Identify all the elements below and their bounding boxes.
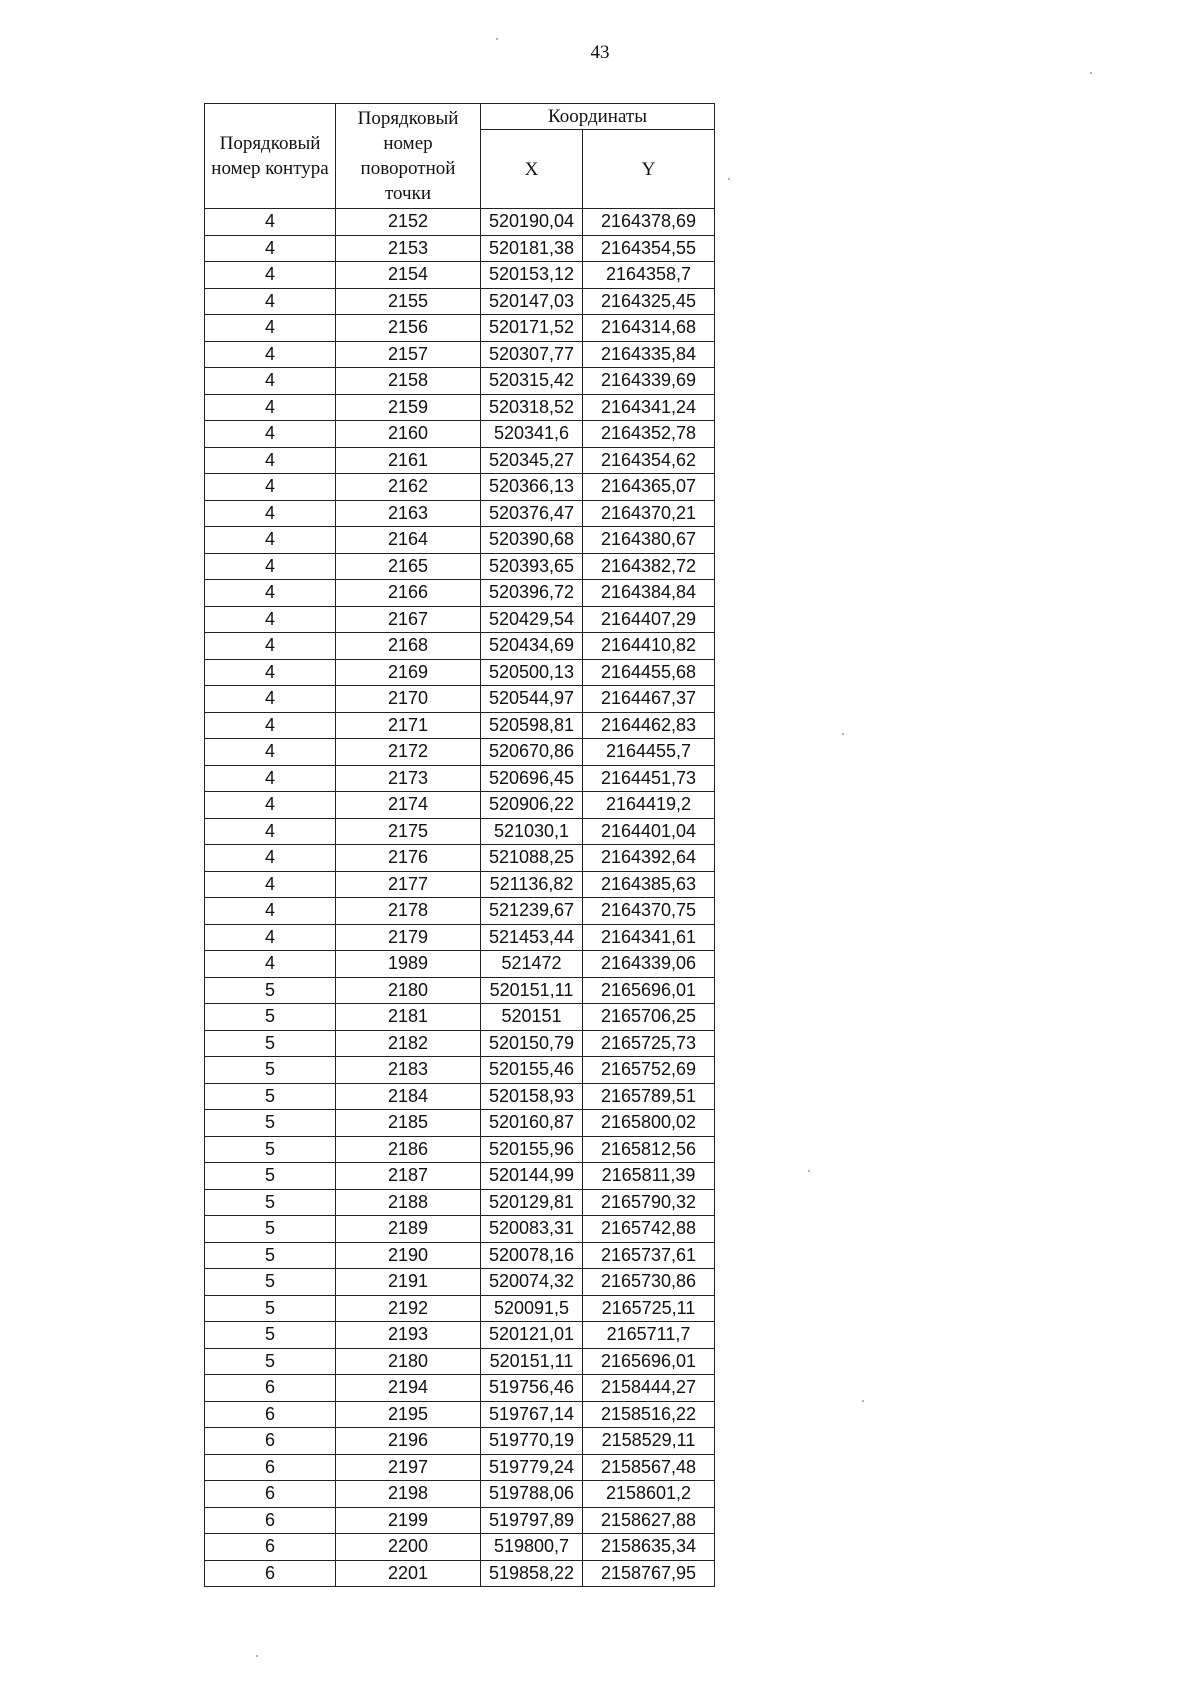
contour-number-cell: 5	[205, 1136, 336, 1163]
coord-y-cell: 2165725,11	[583, 1295, 715, 1322]
coord-y-cell: 2158444,27	[583, 1375, 715, 1402]
contour-number-cell: 5	[205, 1216, 336, 1243]
table-row	[205, 977, 715, 1004]
table-row	[205, 1322, 715, 1349]
scan-speck	[1090, 72, 1092, 74]
coord-x-cell: 520091,5	[481, 1295, 583, 1322]
coord-y-cell: 2158601,2	[583, 1481, 715, 1508]
coord-x-cell: 520151	[481, 1004, 583, 1031]
contour-number-cell: 4	[205, 924, 336, 951]
table-row	[205, 527, 715, 554]
coord-x-cell: 520153,12	[481, 262, 583, 289]
coord-x-cell: 520906,22	[481, 792, 583, 819]
coord-x-cell: 520151,11	[481, 1348, 583, 1375]
scan-speck	[808, 1170, 810, 1172]
table-row	[205, 368, 715, 395]
table-row	[205, 209, 715, 236]
header-x: X	[481, 130, 583, 209]
contour-number-cell: 6	[205, 1375, 336, 1402]
coord-y-cell: 2165800,02	[583, 1110, 715, 1137]
coord-x-cell: 520155,96	[481, 1136, 583, 1163]
point-number-cell: 2156	[336, 315, 481, 342]
point-number-cell: 2175	[336, 818, 481, 845]
table-row	[205, 818, 715, 845]
point-number-cell: 2180	[336, 1348, 481, 1375]
coord-y-cell: 2164410,82	[583, 633, 715, 660]
coord-x-cell: 519767,14	[481, 1401, 583, 1428]
point-number-cell: 2190	[336, 1242, 481, 1269]
coord-y-cell: 2164339,69	[583, 368, 715, 395]
table-row	[205, 341, 715, 368]
point-number-cell: 2154	[336, 262, 481, 289]
point-number-cell: 2152	[336, 209, 481, 236]
table-row	[205, 1216, 715, 1243]
contour-number-cell: 4	[205, 553, 336, 580]
point-number-cell: 2155	[336, 288, 481, 315]
contour-number-cell: 5	[205, 1322, 336, 1349]
coord-x-cell: 520129,81	[481, 1189, 583, 1216]
coord-x-cell: 520181,38	[481, 235, 583, 262]
contour-number-cell: 4	[205, 209, 336, 236]
coord-y-cell: 2164392,64	[583, 845, 715, 872]
coord-x-cell: 519779,24	[481, 1454, 583, 1481]
table-row	[205, 580, 715, 607]
coord-y-cell: 2158529,11	[583, 1428, 715, 1455]
table-row	[205, 1481, 715, 1508]
point-number-cell: 2184	[336, 1083, 481, 1110]
coord-y-cell: 2164335,84	[583, 341, 715, 368]
table-row	[205, 1348, 715, 1375]
coord-x-cell: 520171,52	[481, 315, 583, 342]
contour-number-cell: 4	[205, 447, 336, 474]
table-row	[205, 606, 715, 633]
point-number-cell: 2179	[336, 924, 481, 951]
coord-x-cell: 520376,47	[481, 500, 583, 527]
contour-number-cell: 6	[205, 1534, 336, 1561]
coord-y-cell: 2164354,62	[583, 447, 715, 474]
coord-y-cell: 2164358,7	[583, 262, 715, 289]
point-number-cell: 2161	[336, 447, 481, 474]
table-row	[205, 447, 715, 474]
contour-number-cell: 6	[205, 1481, 336, 1508]
table-row	[205, 1242, 715, 1269]
coord-x-cell: 519797,89	[481, 1507, 583, 1534]
point-number-cell: 2153	[336, 235, 481, 262]
table-row	[205, 1534, 715, 1561]
point-number-cell: 2160	[336, 421, 481, 448]
point-number-cell: 2197	[336, 1454, 481, 1481]
table-row	[205, 1136, 715, 1163]
scan-speck	[496, 38, 498, 40]
header-y: Y	[583, 130, 715, 209]
coord-y-cell: 2164382,72	[583, 553, 715, 580]
table-row	[205, 1428, 715, 1455]
point-number-cell: 2157	[336, 341, 481, 368]
point-number-cell: 2164	[336, 527, 481, 554]
table-row	[205, 1560, 715, 1587]
coord-y-cell: 2164467,37	[583, 686, 715, 713]
coord-x-cell: 519756,46	[481, 1375, 583, 1402]
coord-x-cell: 520144,99	[481, 1163, 583, 1190]
header-point-number: Порядковый номер поворотной точки	[336, 104, 481, 209]
contour-number-cell: 5	[205, 1083, 336, 1110]
point-number-cell: 2182	[336, 1030, 481, 1057]
contour-number-cell: 4	[205, 659, 336, 686]
table-row	[205, 739, 715, 766]
contour-number-cell: 5	[205, 1163, 336, 1190]
coord-x-cell: 521239,67	[481, 898, 583, 925]
coord-x-cell: 520155,46	[481, 1057, 583, 1084]
coord-x-cell: 520074,32	[481, 1269, 583, 1296]
point-number-cell: 2194	[336, 1375, 481, 1402]
table-row	[205, 1507, 715, 1534]
coord-y-cell: 2165812,56	[583, 1136, 715, 1163]
coord-x-cell: 520390,68	[481, 527, 583, 554]
point-number-cell: 2172	[336, 739, 481, 766]
contour-number-cell: 5	[205, 1348, 336, 1375]
table-row	[205, 1110, 715, 1137]
coord-x-cell: 520429,54	[481, 606, 583, 633]
point-number-cell: 2188	[336, 1189, 481, 1216]
contour-number-cell: 6	[205, 1454, 336, 1481]
contour-number-cell: 4	[205, 871, 336, 898]
header-coordinates: Координаты	[481, 104, 715, 130]
coord-y-cell: 2164378,69	[583, 209, 715, 236]
coord-x-cell: 520160,87	[481, 1110, 583, 1137]
table-row	[205, 553, 715, 580]
coord-x-cell: 520190,04	[481, 209, 583, 236]
table-row	[205, 924, 715, 951]
contour-number-cell: 4	[205, 686, 336, 713]
point-number-cell: 2191	[336, 1269, 481, 1296]
contour-number-cell: 5	[205, 1030, 336, 1057]
coord-y-cell: 2164365,07	[583, 474, 715, 501]
point-number-cell: 2168	[336, 633, 481, 660]
coord-y-cell: 2165696,01	[583, 1348, 715, 1375]
scan-speck	[862, 1400, 864, 1402]
scan-speck	[256, 1655, 258, 1657]
contour-number-cell: 4	[205, 818, 336, 845]
table-row	[205, 898, 715, 925]
coord-x-cell: 520121,01	[481, 1322, 583, 1349]
point-number-cell: 2166	[336, 580, 481, 607]
coord-x-cell: 519858,22	[481, 1560, 583, 1587]
contour-number-cell: 5	[205, 1242, 336, 1269]
contour-number-cell: 5	[205, 1269, 336, 1296]
contour-number-cell: 4	[205, 951, 336, 978]
coord-y-cell: 2165789,51	[583, 1083, 715, 1110]
contour-number-cell: 4	[205, 315, 336, 342]
point-number-cell: 2200	[336, 1534, 481, 1561]
coord-x-cell: 520544,97	[481, 686, 583, 713]
coord-y-cell: 2164455,68	[583, 659, 715, 686]
point-number-cell: 2176	[336, 845, 481, 872]
table-row	[205, 765, 715, 792]
coord-x-cell: 520598,81	[481, 712, 583, 739]
contour-number-cell: 4	[205, 368, 336, 395]
point-number-cell: 2177	[336, 871, 481, 898]
point-number-cell: 2171	[336, 712, 481, 739]
point-number-cell: 2163	[336, 500, 481, 527]
point-number-cell: 2193	[336, 1322, 481, 1349]
coord-x-cell: 520500,13	[481, 659, 583, 686]
coord-x-cell: 520078,16	[481, 1242, 583, 1269]
point-number-cell: 2162	[336, 474, 481, 501]
table-row	[205, 871, 715, 898]
contour-number-cell: 4	[205, 739, 336, 766]
point-number-cell: 2187	[336, 1163, 481, 1190]
contour-number-cell: 4	[205, 792, 336, 819]
coord-y-cell: 2164384,84	[583, 580, 715, 607]
coord-y-cell: 2158627,88	[583, 1507, 715, 1534]
coord-y-cell: 2164325,45	[583, 288, 715, 315]
table-row	[205, 686, 715, 713]
coord-x-cell: 520318,52	[481, 394, 583, 421]
table-body	[205, 209, 715, 1587]
coord-y-cell: 2164451,73	[583, 765, 715, 792]
coord-y-cell: 2158635,34	[583, 1534, 715, 1561]
table-row	[205, 1189, 715, 1216]
table-row	[205, 712, 715, 739]
coord-x-cell: 521088,25	[481, 845, 583, 872]
coord-x-cell: 520366,13	[481, 474, 583, 501]
point-number-cell: 2180	[336, 977, 481, 1004]
coord-y-cell: 2165696,01	[583, 977, 715, 1004]
coord-y-cell: 2165725,73	[583, 1030, 715, 1057]
table-row	[205, 262, 715, 289]
coord-y-cell: 2164370,75	[583, 898, 715, 925]
coord-y-cell: 2165790,32	[583, 1189, 715, 1216]
contour-number-cell: 4	[205, 288, 336, 315]
coord-y-cell: 2164314,68	[583, 315, 715, 342]
coord-x-cell: 519800,7	[481, 1534, 583, 1561]
coord-y-cell: 2164339,06	[583, 951, 715, 978]
coord-x-cell: 520147,03	[481, 288, 583, 315]
coord-y-cell: 2164455,7	[583, 739, 715, 766]
contour-number-cell: 4	[205, 421, 336, 448]
coord-x-cell: 519788,06	[481, 1481, 583, 1508]
point-number-cell: 2201	[336, 1560, 481, 1587]
table-row	[205, 951, 715, 978]
contour-number-cell: 6	[205, 1428, 336, 1455]
contour-number-cell: 5	[205, 1004, 336, 1031]
point-number-cell: 2189	[336, 1216, 481, 1243]
point-number-cell: 2198	[336, 1481, 481, 1508]
contour-number-cell: 4	[205, 500, 336, 527]
coord-x-cell: 520696,45	[481, 765, 583, 792]
table-row	[205, 845, 715, 872]
coord-y-cell: 2165737,61	[583, 1242, 715, 1269]
coord-y-cell: 2165811,39	[583, 1163, 715, 1190]
contour-number-cell: 5	[205, 1189, 336, 1216]
contour-number-cell: 6	[205, 1401, 336, 1428]
coord-x-cell: 520434,69	[481, 633, 583, 660]
table-row	[205, 1375, 715, 1402]
table-row	[205, 1057, 715, 1084]
point-number-cell: 2159	[336, 394, 481, 421]
coord-x-cell: 521453,44	[481, 924, 583, 951]
coord-x-cell: 520150,79	[481, 1030, 583, 1057]
contour-number-cell: 4	[205, 712, 336, 739]
coord-x-cell: 520341,6	[481, 421, 583, 448]
coord-y-cell: 2164462,83	[583, 712, 715, 739]
table-row	[205, 1004, 715, 1031]
coord-y-cell: 2164401,04	[583, 818, 715, 845]
coord-x-cell: 520151,11	[481, 977, 583, 1004]
table-row	[205, 1401, 715, 1428]
coord-y-cell: 2164380,67	[583, 527, 715, 554]
contour-number-cell: 4	[205, 262, 336, 289]
coord-y-cell: 2158516,22	[583, 1401, 715, 1428]
table-row	[205, 1269, 715, 1296]
point-number-cell: 2196	[336, 1428, 481, 1455]
point-number-cell: 2170	[336, 686, 481, 713]
table-row	[205, 792, 715, 819]
point-number-cell: 2185	[336, 1110, 481, 1137]
coord-x-cell: 520396,72	[481, 580, 583, 607]
point-number-cell: 2158	[336, 368, 481, 395]
coord-y-cell: 2164419,2	[583, 792, 715, 819]
table-row	[205, 288, 715, 315]
point-number-cell: 2181	[336, 1004, 481, 1031]
contour-number-cell: 4	[205, 633, 336, 660]
table-row	[205, 1163, 715, 1190]
coord-y-cell: 2158767,95	[583, 1560, 715, 1587]
coord-y-cell: 2165711,7	[583, 1322, 715, 1349]
scan-speck	[728, 178, 730, 180]
coord-x-cell: 520307,77	[481, 341, 583, 368]
coord-x-cell: 521472	[481, 951, 583, 978]
point-number-cell: 2174	[336, 792, 481, 819]
point-number-cell: 2195	[336, 1401, 481, 1428]
point-number-cell: 2169	[336, 659, 481, 686]
coord-y-cell: 2165706,25	[583, 1004, 715, 1031]
contour-number-cell: 4	[205, 845, 336, 872]
coord-x-cell: 520670,86	[481, 739, 583, 766]
coord-x-cell: 521136,82	[481, 871, 583, 898]
contour-number-cell: 6	[205, 1560, 336, 1587]
contour-number-cell: 6	[205, 1507, 336, 1534]
coord-y-cell: 2164370,21	[583, 500, 715, 527]
coord-x-cell: 520345,27	[481, 447, 583, 474]
coord-y-cell: 2164352,78	[583, 421, 715, 448]
coord-x-cell: 520083,31	[481, 1216, 583, 1243]
contour-number-cell: 4	[205, 527, 336, 554]
coord-y-cell: 2158567,48	[583, 1454, 715, 1481]
contour-number-cell: 4	[205, 580, 336, 607]
table-header	[205, 104, 715, 209]
contour-number-cell: 5	[205, 1057, 336, 1084]
contour-number-cell: 4	[205, 606, 336, 633]
table-row	[205, 659, 715, 686]
table-row	[205, 1454, 715, 1481]
coordinates-table	[204, 103, 715, 1587]
contour-number-cell: 4	[205, 765, 336, 792]
coord-x-cell: 520158,93	[481, 1083, 583, 1110]
coord-y-cell: 2165752,69	[583, 1057, 715, 1084]
coord-x-cell: 521030,1	[481, 818, 583, 845]
contour-number-cell: 4	[205, 341, 336, 368]
contour-number-cell: 5	[205, 977, 336, 1004]
contour-number-cell: 4	[205, 235, 336, 262]
coord-y-cell: 2164341,61	[583, 924, 715, 951]
header-contour-number: Порядковый номер контура	[205, 104, 336, 209]
coord-y-cell: 2164354,55	[583, 235, 715, 262]
coord-y-cell: 2164407,29	[583, 606, 715, 633]
point-number-cell: 2165	[336, 553, 481, 580]
contour-number-cell: 5	[205, 1110, 336, 1137]
contour-number-cell: 5	[205, 1295, 336, 1322]
coord-y-cell: 2164385,63	[583, 871, 715, 898]
contour-number-cell: 4	[205, 474, 336, 501]
table-row	[205, 421, 715, 448]
table-row	[205, 235, 715, 262]
coord-x-cell: 519770,19	[481, 1428, 583, 1455]
point-number-cell: 2178	[336, 898, 481, 925]
coord-y-cell: 2165742,88	[583, 1216, 715, 1243]
contour-number-cell: 4	[205, 898, 336, 925]
table-row	[205, 633, 715, 660]
table-row	[205, 1030, 715, 1057]
point-number-cell: 2192	[336, 1295, 481, 1322]
table-row	[205, 1295, 715, 1322]
table-row	[205, 1083, 715, 1110]
point-number-cell: 2183	[336, 1057, 481, 1084]
point-number-cell: 1989	[336, 951, 481, 978]
point-number-cell: 2199	[336, 1507, 481, 1534]
point-number-cell: 2186	[336, 1136, 481, 1163]
table-row	[205, 500, 715, 527]
coord-y-cell: 2164341,24	[583, 394, 715, 421]
coord-y-cell: 2165730,86	[583, 1269, 715, 1296]
point-number-cell: 2173	[336, 765, 481, 792]
contour-number-cell: 4	[205, 394, 336, 421]
scan-speck	[842, 733, 844, 735]
page-number: 43	[590, 42, 610, 63]
table-row	[205, 315, 715, 342]
coord-x-cell: 520315,42	[481, 368, 583, 395]
table-row	[205, 394, 715, 421]
point-number-cell: 2167	[336, 606, 481, 633]
table-row	[205, 474, 715, 501]
coord-x-cell: 520393,65	[481, 553, 583, 580]
